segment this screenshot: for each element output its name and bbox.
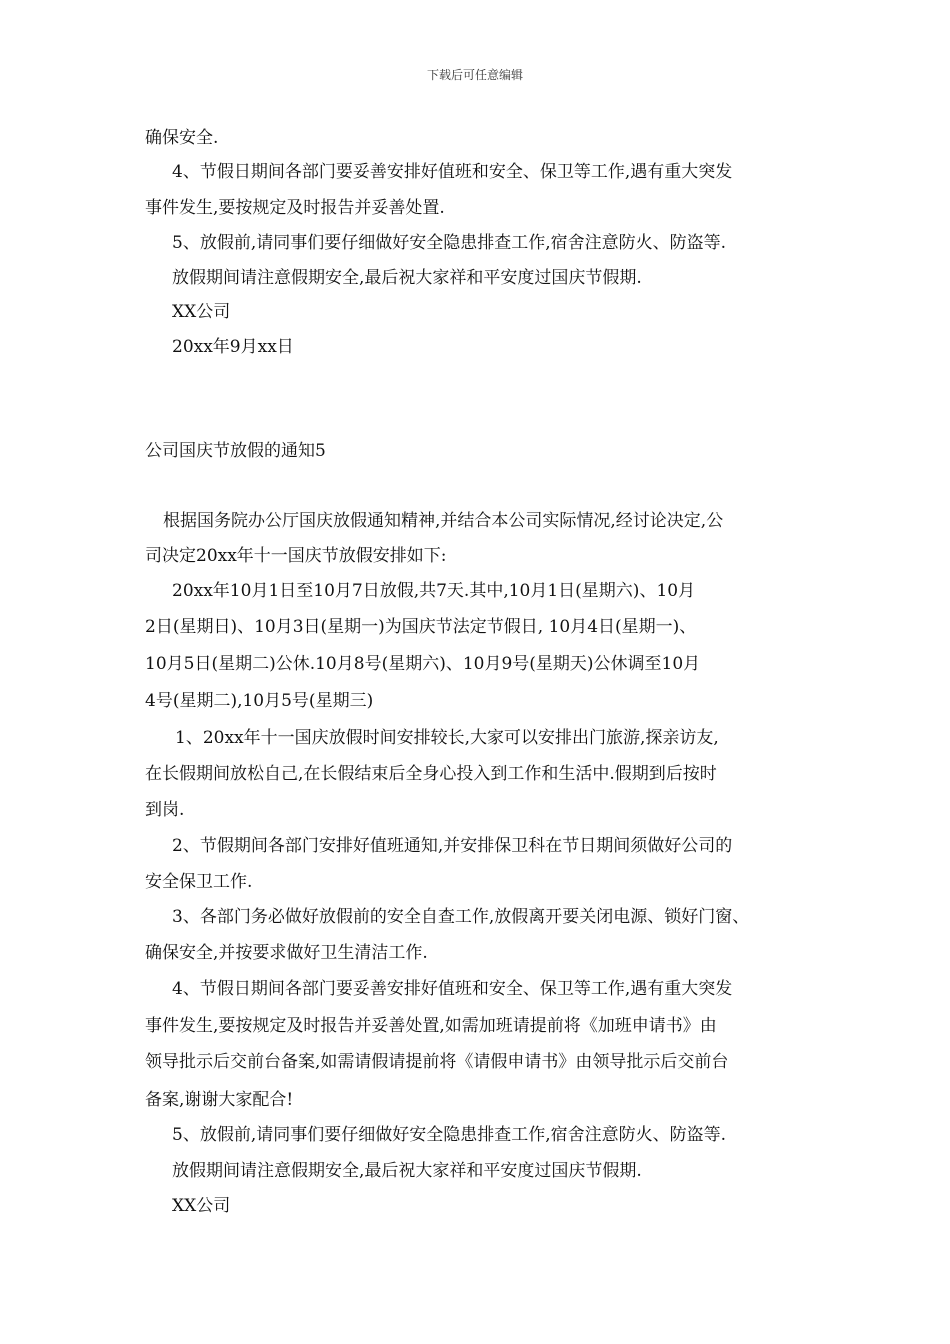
text-line: 2日(星期日)、10月3日(星期一)为国庆节法定节假日, 10月4日(星期一)、 (145, 617, 697, 637)
text-line: 司决定20xx年十一国庆节放假安排如下: (145, 546, 447, 566)
text-line: 3、各部门务必做好放假前的安全自查工作,放假离开要关闭电源、锁好门窗、 (172, 907, 750, 927)
text-line: 在长假期间放松自己,在长假结束后全身心投入到工作和生活中.假期到后按时 (145, 764, 717, 784)
text-line: 10月5日(星期二)公休.10月8号(星期六)、10月9号(星期天)公休调至10月 (145, 654, 701, 674)
section-title: 公司国庆节放假的通知5 (145, 441, 326, 461)
text-line: 1、20xx年十一国庆放假时间安排较长,大家可以安排出门旅游,探亲访友, (175, 728, 719, 748)
text-line: 根据国务院办公厅国庆放假通知精神,并结合本公司实际情况,经讨论决定,公 (163, 511, 724, 531)
date-line: 20xx年9月xx日 (172, 337, 294, 357)
page-header: 下载后可任意编辑 (426, 68, 523, 82)
company-signature: XX公司 (172, 1196, 231, 1216)
text-line: 2、节假期间各部门安排好值班通知,并安排保卫科在节日期间须做好公司的 (172, 836, 733, 856)
text-line: 备案,谢谢大家配合! (145, 1090, 294, 1110)
text-line: 5、放假前,请同事们要仔细做好安全隐患排查工作,宿舍注意防火、防盗等. (172, 233, 727, 253)
text-line: 到岗. (145, 800, 185, 820)
text-line: 4、节假日期间各部门要妥善安排好值班和安全、保卫等工作,遇有重大突发 (172, 162, 733, 182)
text-line: 领导批示后交前台备案,如需请假请提前将《请假申请书》由领导批示后交前台 (145, 1052, 729, 1072)
text-line: 5、放假前,请同事们要仔细做好安全隐患排查工作,宿舍注意防火、防盗等. (172, 1125, 727, 1145)
text-line: 安全保卫工作. (145, 872, 253, 892)
text-line: 放假期间请注意假期安全,最后祝大家祥和平安度过国庆节假期. (172, 268, 642, 288)
text-line: 4号(星期二),10月5号(星期三) (145, 691, 374, 711)
text-line: 放假期间请注意假期安全,最后祝大家祥和平安度过国庆节假期. (172, 1161, 642, 1181)
text-line: 确保安全,并按要求做好卫生清洁工作. (145, 943, 428, 963)
company-signature: XX公司 (172, 302, 231, 322)
text-line: 事件发生,要按规定及时报告并妥善处置,如需加班请提前将《加班申请书》由 (145, 1016, 717, 1036)
text-line: 4、节假日期间各部门要妥善安排好值班和安全、保卫等工作,遇有重大突发 (172, 979, 733, 999)
text-line: 20xx年10月1日至10月7日放假,共7天.其中,10月1日(星期六)、10月 (172, 581, 696, 601)
text-line: 事件发生,要按规定及时报告并妥善处置. (145, 198, 445, 218)
text-line: 确保安全. (145, 128, 219, 148)
